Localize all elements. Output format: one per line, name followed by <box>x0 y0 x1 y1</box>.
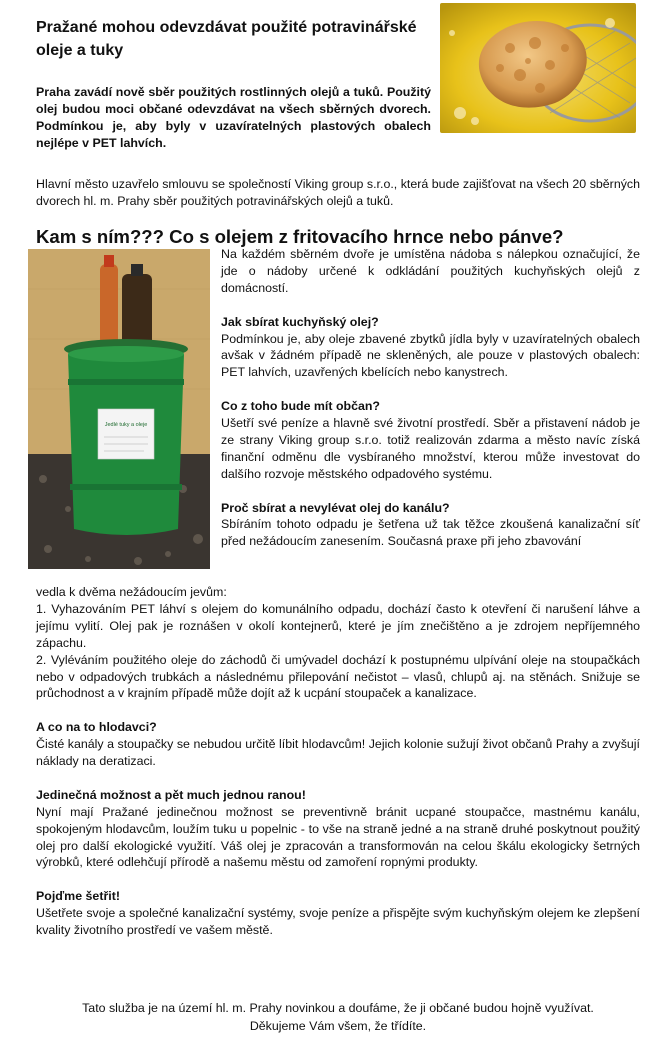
section-benefit <box>221 398 640 483</box>
fried-food-photo <box>440 3 636 133</box>
section-heading-why: Proč sbírat a nevylévat olej do kanálu? <box>221 500 450 515</box>
fry-basket-illustration <box>440 3 636 133</box>
section-body-rats: Čisté kanály a stoupačky se nebudou určitě líbit hlodavcům! Jejich kolonie sužují život občanů Prahy a zvyšují náklady na deratizaci. <box>36 737 640 769</box>
section-heading-benefit: Co z toho bude mít občan? <box>221 399 380 414</box>
section-how <box>221 314 640 382</box>
section-save <box>36 888 640 939</box>
section-body-chance: Nyní mají Pražané jedinečnou možnost se preventivně bránit ucpané stoupačce, mastnému kanálu, spokojeným hlodavcům, loužím tuku u popelnic - to vše na straně jedné a na straně druhé poskytnout použitý olej pro další ekologické využití. Váš olej je zpracován a transformován na celou škálu ekologicky šetrných výrobků, které odlehčují přírodě a našemu městu od zamoření ropnými produkty. <box>36 804 640 870</box>
barrel-illustration <box>28 249 210 569</box>
closing-line-2: Děkujeme Vám všem, že třídíte. <box>249 1018 427 1033</box>
collection-barrel-photo <box>28 249 210 569</box>
section-point-1: 1. Vyhazováním PET láhví s olejem do komunálního odpadu, dochází často k otevření či narušení láhve a jejímu vylití. Olej pak je roznášen v okolí kontejnerů, které je jím znečištěno a je zdrojem nepříjemného zápachu. <box>36 601 640 650</box>
section-body-why: Sbíráním tohoto odpadu je šetřena už tak těžce zkoušená kanalizační síť před nežádoucím zanesením. Současná praxe při jeho zbavování <box>221 517 640 549</box>
article-lead: Praha zavádí nově sběr použitých rostlinných olejů a tuků. Použitý olej budou moci občané odevzdávat na všech sběrných dvorech. Podmínkou je, aby byly v uzavíratelných plastových obalech nejlépe v PET lahvích. <box>36 85 431 150</box>
closing-note <box>36 1000 640 1035</box>
section-why <box>221 500 640 551</box>
section-chance <box>36 787 640 872</box>
section-body-why-continued: vedla k dvěma nežádoucím jevům: <box>36 585 227 599</box>
section-point-2: 2. Vyléváním použitého oleje do záchodů či umývadel dochází k postupnému ulpívání oleje na stoupačkách nebo v odpadových trubkách a následnému přilepování nečistot – vlasů, chlupů aj. na stěnách. Snižuje se průchodnost a v krajním případě může dojít až k ucpání stoupaček a kanalizace. <box>36 652 640 701</box>
section-body-where: Na každém sběrném dvoře je umístěna nádoba s nálepkou označující, že jde o nádoby určené k odkládání použitých kuchyňských olejů z domácností. <box>221 247 640 295</box>
section-body-save: Ušetřete svoje a společné kanalizační systémy, svoje peníze a přispějte svým kuchyňským olejem ke zlepšení kvality životního prostředí ve vašem městě. <box>36 906 640 938</box>
section-heading-rats: A co na to hlodavci? <box>36 720 157 735</box>
section-rats <box>36 719 640 770</box>
article-intro: Hlavní město uzavřelo smlouvu se společností Viking group s.r.o., která bude zajišťovat na všech 20 sběrných dvorech hl. m. Prahy sběr použitých potravinářských olejů a tuků. <box>36 177 640 208</box>
section-body-benefit: Ušetří své peníze a hlavně své životní prostředí. Sběr a přistavení nádob je ze strany Viking group s.r.o. totiž realizován zdarma a město navíc získá finanční odměnu dle vysbíraného množství, kterou může investovat do dalšího rozvoje městského odpadového systému. <box>221 416 640 481</box>
section-heading-chance: Jedinečná možnost a pět much jednou ranou! <box>36 787 306 802</box>
barrel-label: Jedlé tuky a oleje <box>104 422 148 428</box>
main-text-flow <box>36 584 640 956</box>
section-heading-how: Jak sbírat kuchyňský olej? <box>221 314 379 329</box>
section-heading-where: Kam s ním??? Co s olejem z fritovacího hrnce nebo pánve? <box>36 226 564 247</box>
closing-line-1: Tato služba je na území hl. m. Prahy novinkou a doufáme, že ji občané budou hojně využívat. <box>82 1001 594 1015</box>
right-column-text <box>221 246 640 550</box>
section-why-continued <box>36 584 640 702</box>
article-title: Pražané mohou odevzdávat použité potravinářské oleje a tuky <box>36 19 417 59</box>
section-body-how: Podmínkou je, aby oleje zbavené zbytků jídla byly v uzavíratelných obalech avšak v žádném případě ne skleněných, ale pouze v plastových obalech: PET lahvích, uzavřených kbelících nebo kanystrech. <box>221 331 640 380</box>
section-heading-save: Pojďme šetřit! <box>36 889 120 904</box>
